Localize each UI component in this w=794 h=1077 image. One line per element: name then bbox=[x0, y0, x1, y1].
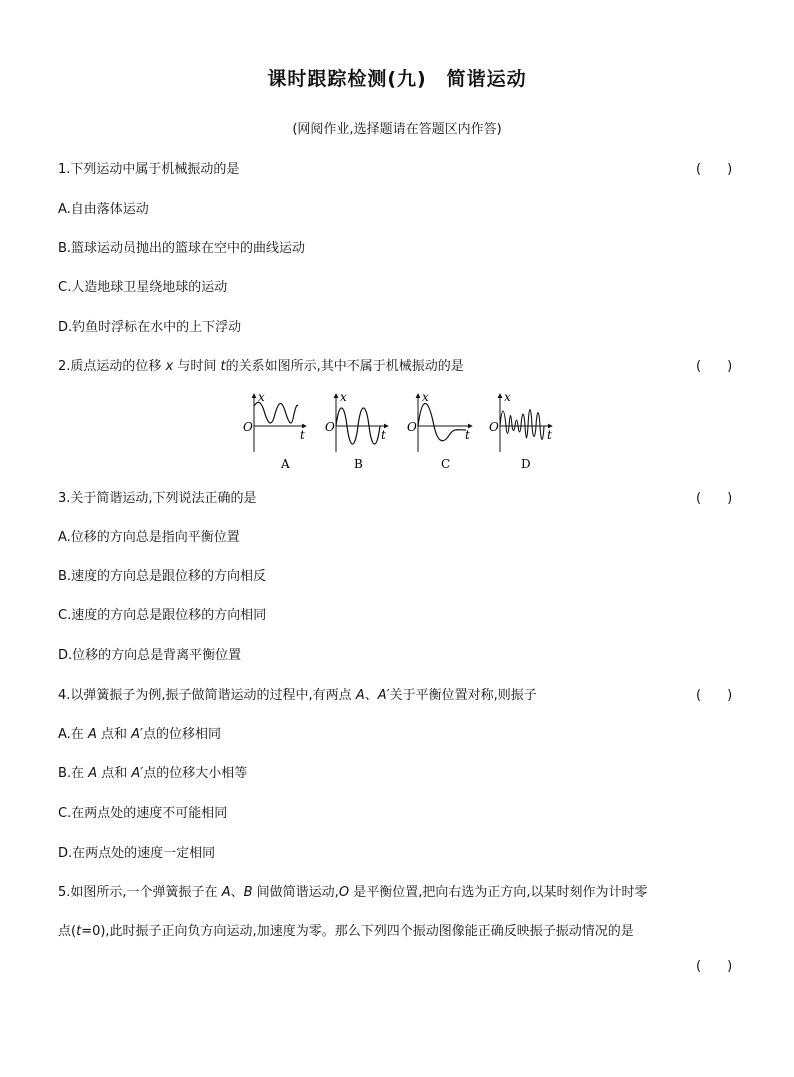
graph-a-label: A bbox=[281, 457, 290, 471]
q3-option-c: C.速度的方向总是跟位移的方向相同 bbox=[58, 608, 267, 623]
q4-option-b: B.在 A 点和 A′点的位移大小相等 bbox=[58, 766, 248, 781]
q1-option-b: B.篮球运动员抛出的篮球在空中的曲线运动 bbox=[58, 241, 306, 256]
graph-d-label: D bbox=[521, 457, 531, 471]
q3-option-d: D.位移的方向总是背离平衡位置 bbox=[58, 648, 242, 663]
q4-option-d: D.在两点处的速度一定相同 bbox=[58, 846, 216, 861]
graph-c-yaxis: x bbox=[422, 390, 429, 404]
graph-d bbox=[489, 390, 552, 471]
q5-stem-line-2: 点(t=0),此时振子正向负方向运动,加速度为零。那么下列四个振动图像能正确反映振子振动情况的是 bbox=[58, 924, 634, 939]
q4-answer-paren: ( ) bbox=[696, 688, 733, 703]
graph-d-xaxis: t bbox=[547, 428, 552, 442]
graph-a-xaxis: t bbox=[300, 428, 305, 442]
graph-b bbox=[325, 390, 388, 471]
q2-answer-paren: ( ) bbox=[696, 359, 733, 374]
q1-option-d: D.钓鱼时浮标在水中的上下浮动 bbox=[58, 320, 242, 335]
graph-c-origin: O bbox=[407, 420, 417, 434]
graph-c-label: C bbox=[441, 457, 451, 471]
graph-b-xaxis: t bbox=[381, 428, 386, 442]
q3-option-a: A.位移的方向总是指向平衡位置 bbox=[58, 530, 240, 545]
q4-option-a: A.在 A 点和 A′点的位移相同 bbox=[58, 727, 222, 742]
graph-c-xaxis: t bbox=[465, 428, 470, 442]
graph-b-origin: O bbox=[325, 420, 335, 434]
q1-answer-paren: ( ) bbox=[696, 162, 733, 177]
q2-stem: 2.质点运动的位移 x 与时间 t的关系如图所示,其中不属于机械振动的是 bbox=[58, 359, 464, 374]
graph-a-origin: O bbox=[243, 420, 253, 434]
graph-d-yaxis: x bbox=[504, 390, 511, 404]
q4-stem: 4.以弹簧振子为例,振子做简谐运动的过程中,有两点 A、A′关于平衡位置对称,则振子 bbox=[58, 688, 537, 703]
graph-b-label: B bbox=[354, 457, 363, 471]
graph-d-origin: O bbox=[489, 420, 499, 434]
q5-answer-paren: ( ) bbox=[696, 959, 733, 974]
graph-a bbox=[243, 390, 306, 471]
q2-graphs-figure bbox=[238, 390, 558, 474]
q5-stem-line-1: 5.如图所示,一个弹簧振子在 A、B 间做简谐运动,O 是平衡位置,把向右选为正方向,以某时刻作为计时零 bbox=[58, 885, 648, 900]
graph-c bbox=[407, 390, 472, 471]
page-title: 课时跟踪检测(九) 简谐运动 bbox=[267, 68, 527, 90]
q3-answer-paren: ( ) bbox=[696, 491, 733, 506]
q3-stem: 3.关于简谐运动,下列说法正确的是 bbox=[58, 491, 257, 506]
page-subtitle: (网阅作业,选择题请在答题区内作答) bbox=[292, 122, 502, 137]
graph-a-yaxis: x bbox=[258, 390, 265, 404]
graph-b-yaxis: x bbox=[340, 390, 347, 404]
q1-option-c: C.人造地球卫星绕地球的运动 bbox=[58, 280, 228, 295]
q1-option-a: A.自由落体运动 bbox=[58, 202, 149, 217]
q3-option-b: B.速度的方向总是跟位移的方向相反 bbox=[58, 569, 267, 584]
q1-stem: 1.下列运动中属于机械振动的是 bbox=[58, 162, 240, 177]
q4-option-c: C.在两点处的速度不可能相同 bbox=[58, 806, 228, 821]
